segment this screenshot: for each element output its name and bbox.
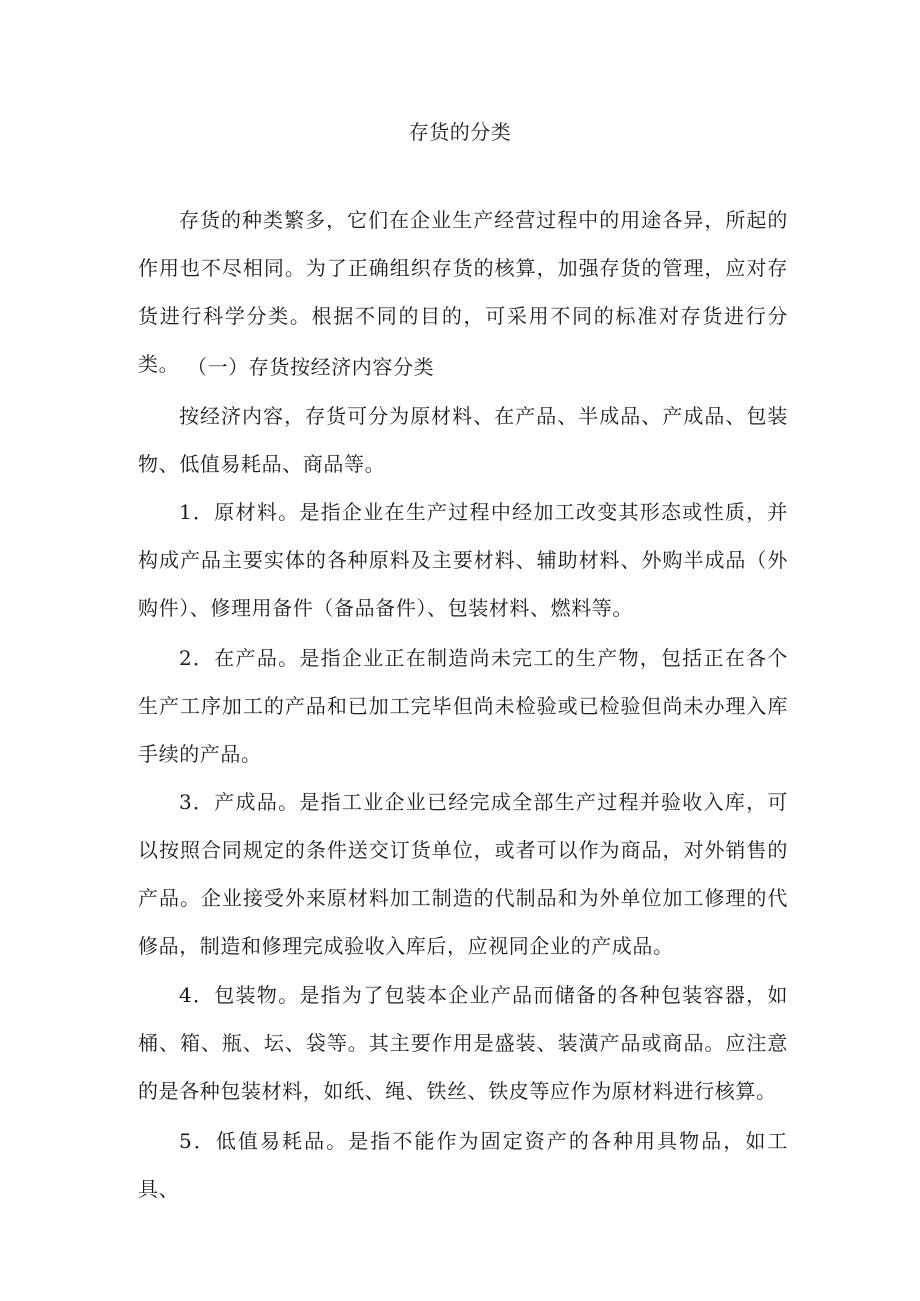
item-finished-goods: 3．产成品。是指工业企业已经完成全部生产过程并验收入库，可以按照合同规定的条件送交订货单位，或者可以作为商品，对外销售的产品。企业接受外来原材料加工制造的代制品和为外单位加工修理的代修品，制造和修理完成验收入库后，应视同企业的产成品。 [138, 790, 788, 958]
section-summary-paragraph: 按经济内容，存货可分为原材料、在产品、半成品、产成品、包装物、低值易耗品、商品等。 [138, 404, 788, 476]
item-low-value-consumables: 5．低值易耗品。是指不能作为固定资产的各种用具物品，如工具、 [138, 1129, 788, 1201]
page-title: 存货的分类 [408, 120, 512, 144]
item-packaging: 4．包装物。是指为了包装本企业产品而储备的各种包装容器，如桶、箱、瓶、坛、袋等。其主要作用是盛装、装潢产品或商品。应注意的是各种包装材料，如纸、绳、铁丝、铁皮等应作为原材料进行核算。 [138, 983, 788, 1103]
intro-paragraph: 存货的种类繁多，它们在企业生产经营过程中的用途各异，所起的作用也不尽相同。为了正确组织存货的核算，加强存货的管理，应对存货进行科学分类。根据不同的目的，可采用不同的标准对存货进行分类。 [138, 208, 788, 376]
item-work-in-progress: 2．在产品。是指企业正在制造尚未完工的生产物，包括正在各个生产工序加工的产品和已加工完毕但尚未检验或已检验但尚未办理入库手续的产品。 [138, 646, 788, 766]
section-heading: （一）存货按经济内容分类 [187, 355, 435, 379]
item-raw-materials: 1．原材料。是指企业在生产过程中经加工改变其形态或性质，并构成产品主要实体的各种原料及主要材料、辅助材料、外购半成品（外购件）、修理用备件（备品备件）、包装材料、燃料等。 [138, 500, 788, 620]
